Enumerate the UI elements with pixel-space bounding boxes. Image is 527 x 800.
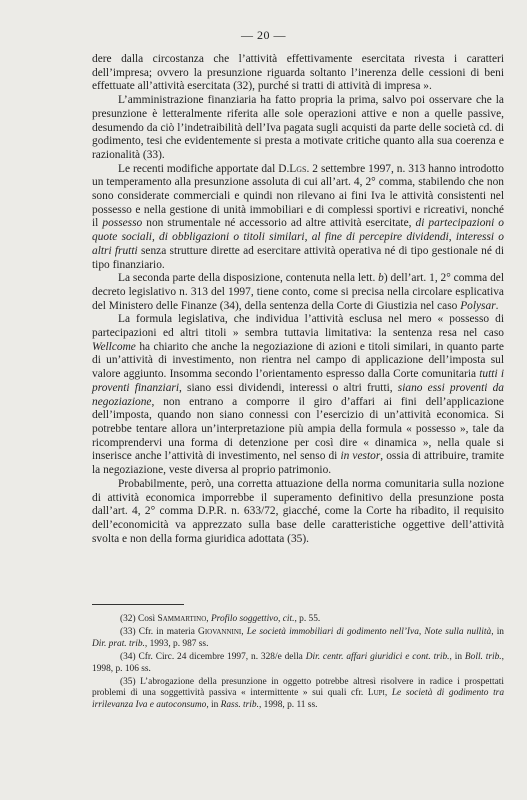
paragraph-1: dere dalla circostanza che l’attività effettivamente esercitata rivesta i caratteri dell’impresa; ovvero la presunzione riguarda soltanto l’inerenza delle cessioni di beni effettuate all’attività esercitata (32), purché si tratti di attività di impresa ». <box>92 53 504 93</box>
footnote-34: (34) Cfr. Circ. 24 dicembre 1997, n. 328/e della Dir. centr. affari giuridici e cont. trib., in Boll. trib., 1998, p. 106 ss. <box>92 651 504 674</box>
paragraph-3: Le recenti modifiche apportate dal D.Lgs. 2 settembre 1997, n. 313 hanno introdotto un temperamento alla presunzione assoluta di cui all’art. 4, 2° comma, stabilendo che non sono considerate commerciali e quindi non rilevano ai fini Iva le attività consistenti nel possesso e nella gestione di unità immobiliari e di complessi sportivi e ricreativi, nonché il possesso non strumentale né accessorio ad altre attività esercitate, di partecipazioni o quote sociali, di obbligazioni o titoli similari, al fine di percepire dividendi, interessi o altri frutti senza strutture dirette ad esercitare attività operativa né di tipo gestionale né di tipo finanziario. <box>92 162 505 271</box>
footnote-32: (32) Così Sammartino, Profilo soggettivo, cit., p. 55. <box>120 614 321 624</box>
page-number: — 20 — <box>241 28 286 42</box>
footnote-separator <box>92 604 184 605</box>
footnote-33: (33) Cfr. in materia Giovannini, Le società immobiliari di godimento nell’Iva, Note sulla nullità, in Dir. prat. trib., 1993, p. 987 ss. <box>92 626 504 649</box>
body-text <box>92 53 504 546</box>
footnote-35: (35) L’abrogazione della presunzione in oggetto potrebbe altresì risolvere in radice i prospettati problemi di una soggettività passiva « intermittente » sui quali cfr. Lupi, Le società di godimento tra irrilevanza Iva e autoconsumo, in Rass. trib., 1998, p. 11 ss. <box>92 676 505 711</box>
paragraph-2: L’amministrazione finanziaria ha fatto propria la prima, salvo poi osservare che la presunzione è letteralmente riferita alle sole operazioni attive e non a quelle passive, desumendo da ciò l’indetraibilità dell’Iva pagata sugli acquisti da parte delle società cd. di godimento, tesi che evidentemente si presta a motivate critiche quanto alla sua coerenza e razionalità (33). <box>92 94 504 161</box>
footnotes <box>92 614 504 713</box>
paragraph-4: La seconda parte della disposizione, contenuta nella lett. b) dell’art. 1, 2° comma del decreto legislativo n. 313 del 1997, tiene conto, come si precisa nella circolare esplicativa del Ministero delle Finanze (34), della sentenza della Corte di Giustizia nel caso Polysar. <box>92 272 504 312</box>
paragraph-5: La formula legislativa, che individua l’attività esclusa nel mero « possesso di partecipazioni ed altri titoli » sembra tuttavia limitativa: la sentenza resa nel caso Wellcome ha chiarito che anche la negoziazione di azioni e titoli similari, in quanto parte di un’attività di investimento, non rientra nel campo di applicazione dell’imposta sul valore aggiunto. Insomma secondo l’orientamento espresso dalla Corte comunitaria tutti i proventi finanziari, siano essi dividendi, interessi o altri frutti, siano essi proventi da negoziazione, non entrano a comporre il giro d’affari ai fini dell’applicazione dell’imposta, quando non siano connessi con l’esercizio di un’attività economica. Si potrebbe tentare allora un’interpretazione più ampia della formula « possesso », tale da ricomprendervi una forma di detenzione per così dire « dinamica », nella quale si inserisce anche l’attività di investimento, nel senso di in vestor, ossia di attribuire, tramite la negoziazione, veste diversa al proprio patrimonio. <box>92 313 505 477</box>
paragraph-6: Probabilmente, però, una corretta attuazione della norma comunitaria sulla nozione di attività economica imporrebbe il superamento definitivo della presunzione posta dall’art. 4, 2° comma D.P.R. n. 633/72, giacché, come la Corte ha ribadito, il requisito dell’economicità va apprezzato sulla base delle caratteristiche oggettive dell’attività svolta e non della forma giuridica adottata (35). <box>92 477 504 545</box>
